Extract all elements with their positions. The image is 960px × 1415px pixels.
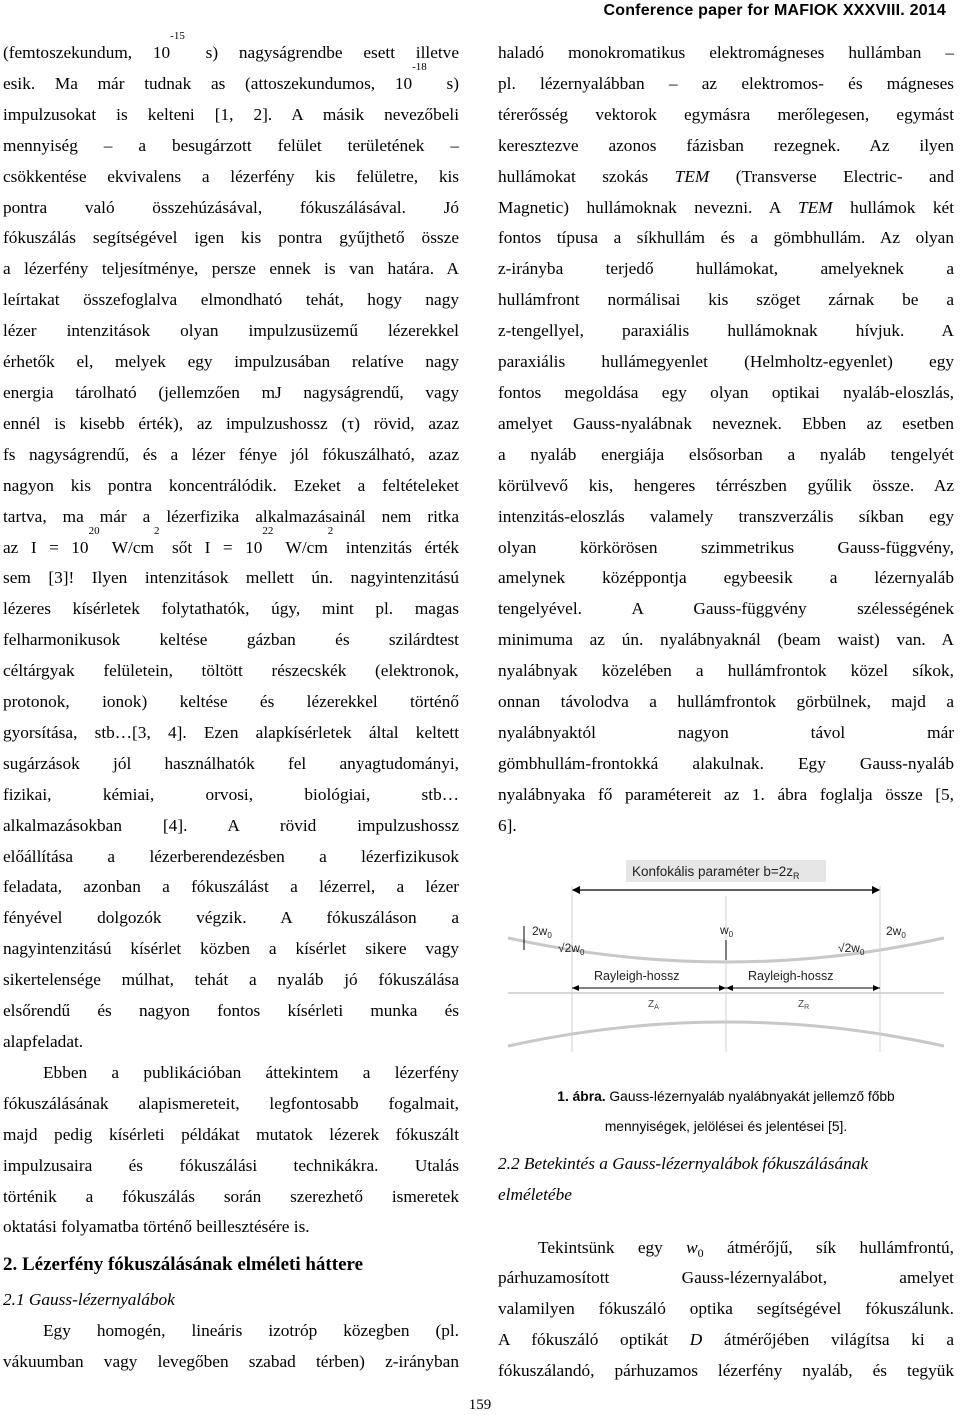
left-line-14: fs nagyságrendű, és a lézer fénye jól fókuszálható, azaz — [3, 444, 459, 464]
left-line-17 — [3, 524, 460, 564]
right-line-8: z-irányba terjedő hullámokat, amelyeknek a — [498, 259, 954, 279]
confocal-arrowhead-right — [872, 886, 880, 894]
text: hullámok két — [832, 197, 955, 217]
right-line-15: körülvevő kis, hengeres térrészben gyűlik össze. Az — [498, 475, 954, 495]
left-line-20: felharmonikusok keltése gázban és szilárdtest — [3, 630, 459, 650]
left-line-31: sikertelensége múlhat, tehát a nyaláb jó fókuszálása — [3, 970, 459, 990]
left-line-3: impulzusokat is kelteni [1, 2]. A másik nevezőbeli — [3, 104, 459, 124]
right-column — [498, 38, 954, 1387]
left-column — [3, 30, 460, 1378]
superscript: -18 — [412, 60, 427, 73]
confocal-parameter-label: Konfokális paraméter $b=2z_R$ — [632, 863, 800, 881]
left-line-30: nagyintenzitású kísérlet közben a kísérlet sikere vagy — [3, 939, 459, 959]
right-line-10: z-tengellyel, paraxiális hullámoknak hívjuk. A — [498, 321, 954, 341]
left-line-1 — [3, 30, 459, 69]
subsection-2-2-line-2: elméletébe — [498, 1184, 572, 1204]
right-line-21: nyalábnyak közelében a hullámfrontok közel síkok, — [498, 661, 954, 681]
right-line-17: olyan körkörösen szimmetrikus Gauss-függvény, — [498, 537, 954, 557]
right-line-24: gömbhullám-frontokká alakulnak. Egy Gauss-nyaláb — [498, 753, 954, 773]
right-line-2: pl. lézernyalábban – az elektromos- és mágneses — [498, 73, 954, 93]
left-line-21: céltárgyak felületein, töltött részecskék (elektronok, — [3, 661, 459, 681]
superscript: -15 — [170, 30, 185, 42]
caption-label: 1. ábra. — [557, 1088, 606, 1104]
rayleigh-left-arrowhead-a — [572, 985, 579, 991]
text: esik. Ma már tudnak as (attoszekundumos, 10 — [3, 73, 413, 93]
left-line-23: gyorsítása, stb…[3, 4]. Ezen alapkísérletek által keltett — [3, 722, 459, 742]
left-line-9: leírtakat összefoglalva elmondható tehát, hogy nagy — [3, 290, 459, 310]
right-line-13: amelyet Gauss-nyalábnak neveznek. Ebben az esetben — [498, 413, 954, 433]
text: hullámokat szokás — [498, 166, 675, 186]
right-line-19: tengelyével. A Gauss-függvény szélességének — [498, 599, 954, 619]
gaussian-beam-figure — [498, 856, 954, 1066]
text: s) nagyságrendbe esett illetve — [184, 43, 459, 62]
page-number: 159 — [468, 1397, 492, 1413]
left-line-33: alapfeladat. — [3, 1032, 84, 1051]
text: átmérőjű, sík hullámfrontú, — [703, 1237, 954, 1257]
right-p2-line-5: fókuszálandó, párhuzamos lézerfény nyaláb, és tegyük — [498, 1361, 954, 1381]
left-line-2 — [3, 60, 459, 100]
rayleigh-left-arrowhead-b — [719, 985, 726, 991]
left-line-6: pontra való összehúzásával, fókuszálásával. Jó — [3, 197, 459, 217]
left-p2-line-6: oktatási folyamatba történő beillesztésére is. — [3, 1217, 310, 1237]
rayleigh-right-label: Rayleigh-hossz — [748, 968, 834, 983]
confocal-arrowhead-left — [572, 886, 580, 894]
text: (femtoszekundum, 10 — [3, 43, 171, 62]
left-line-28: feladata, azonban a fókuszálást a lézerrel, a lézer — [3, 877, 459, 897]
text: W/cm — [273, 537, 328, 557]
right-p2-line-3: valamilyen fókuszáló optika segítségével fókuszálunk. — [498, 1299, 954, 1319]
left-p2-line-3: majd pedig kísérleti példákat mutatok lézerek fókuszált — [3, 1124, 459, 1144]
left-line-11: érhetők el, melyek egy impulzusában relatíve nagy — [3, 352, 459, 372]
right-2w0-label: $2w_0$ — [886, 923, 906, 940]
beam-diagram — [498, 856, 954, 1066]
subscript: 0 — [697, 1245, 704, 1260]
text: átmérőjében világítsa ki a — [702, 1330, 954, 1350]
right-p2-line-1 — [498, 1233, 954, 1264]
right-line-20: minimuma az ún. nyalábnyaknál (beam waist) van. A — [498, 630, 954, 650]
right-p2-line-2: párhuzamosított Gauss-lézernyalábot, amelyet — [498, 1268, 954, 1288]
right-line-4: keresztezve azonos fázisban rezegnek. Az ilyen — [498, 135, 954, 155]
left-line-4: mennyiség – a besugárzott felület területének – — [3, 135, 459, 155]
superscript: 20 — [88, 524, 100, 537]
left-line-32: elsőrendű és nagyon fontos kísérleti munka és — [3, 1001, 459, 1021]
left-sqrt2w0-label: $√2w_0$ — [558, 940, 585, 957]
left-line-18: sem [3]! Ilyen intenzitások mellett ún. nagyintenzitású — [3, 568, 459, 588]
text: (Transverse Electric- and — [709, 166, 954, 186]
right-line-6 — [498, 193, 954, 224]
italic-term: TEM — [674, 166, 710, 186]
right-line-7: fontos típusa a síkhullám és a gömbhullám. Az olyan — [498, 228, 954, 248]
left-line-29: fényével dolgozók végzik. A fókuszáláson a — [3, 908, 459, 928]
left-line-13: ennél is kisebb érték), az impulzushossz (τ) rövid, azaz — [3, 413, 459, 433]
left-line-8: a lézerfény teljesítménye, persze ennek is van határa. A — [3, 259, 459, 279]
right-line-22: onnan távolodva a hullámfrontok görbülnek, majd a — [498, 692, 954, 712]
right-line-23: nyalábnyaktól nagyon távol már — [498, 722, 954, 742]
text: intenzitás érték — [333, 537, 460, 557]
rayleigh-right-arrowhead-a — [726, 985, 733, 991]
right-line-18: amelynek középpontja egybeesik a lézernyaláb — [498, 568, 954, 588]
right-line-1: haladó monokromatikus elektromágneses hullámban – — [498, 43, 954, 62]
left-p3-line-1: Egy homogén, lineáris izotróp közegben (pl. — [43, 1321, 459, 1341]
caption-line-1 — [498, 1082, 954, 1113]
text: Magnetic) hullámoknak nevezni. A — [498, 197, 798, 217]
right-line-11: paraxiális hullámegyenlet (Helmholtz-egyenlet) egy — [498, 352, 954, 372]
left-p2-line-4: impulzusaira és fókuszálási technikákra. Utalás — [3, 1155, 459, 1175]
left-p2-line-1: Ebben a publikációban áttekintem a lézerfény — [43, 1062, 459, 1082]
left-line-25: fizikai, kémiai, orvosi, biológiai, stb… — [3, 784, 459, 804]
text: W/cm — [99, 537, 154, 557]
left-line-12: energia tárolható (jellemzően mJ nagyságrendű, vagy — [3, 382, 459, 402]
text: az I = 10 — [3, 537, 89, 557]
caption-text: Gauss-lézernyaláb nyalábnyakát jellemző főbb — [605, 1088, 895, 1104]
left-p2-line-5: történik a fókuszálás során szerezhető ismeretek — [3, 1186, 459, 1206]
right-line-16: intenzitás-eloszlás valamely transzverzális síkban egy — [498, 506, 954, 526]
rayleigh-left-label: Rayleigh-hossz — [594, 968, 680, 983]
italic-term: TEM — [798, 197, 833, 217]
left-line-19: lézeres kísérletek folytathatók, úgy, mint pl. magas — [3, 599, 459, 619]
text: A fókuszáló optikát — [498, 1330, 690, 1350]
left-2w0-label: $2w_0$ — [532, 923, 552, 940]
right-line-25: nyalábnyaka fő paramétereit az 1. ábra foglalja össze [5, — [498, 784, 954, 804]
text: sőt I = 10 — [159, 537, 263, 557]
subsection-heading: 2.1 Gauss-lézernyalábok — [3, 1290, 175, 1310]
right-line-9: hullámfront normálisai kis szöget zárnak be a — [498, 290, 954, 310]
superscript: 2 — [153, 524, 160, 537]
center-w0-label: $w_0$ — [720, 922, 734, 939]
left-line-10: lézer intenzitások olyan impulzusüzemű lézerekkel — [3, 321, 459, 341]
left-p2-line-2: fókuszálásának alapismereteit, legfontosabb fogalmait, — [3, 1093, 459, 1113]
left-line-24: sugárzások jól használhatók fel anyagtudományi, — [3, 753, 459, 773]
right-p2-line-4 — [498, 1325, 954, 1356]
superscript: 2 — [327, 524, 334, 537]
left-line-27: előállítása a lézerberendezésben a lézerfizikusok — [3, 846, 459, 866]
text: s) — [426, 73, 459, 93]
caption-line-2: mennyiségek, jelölései és jelentései [5]. — [604, 1119, 848, 1135]
figure-caption — [498, 1082, 954, 1143]
z-r-label: $Z_R$ — [798, 998, 810, 1011]
left-p3-line-2: vákuumban vagy levegőben szabad térben) z-irányban — [3, 1352, 459, 1372]
left-line-22: protonok, ionok) keltése és lézerekkel történő — [3, 692, 459, 712]
rayleigh-right-arrowhead-b — [873, 985, 880, 991]
right-sqrt2w0-label: $√2w_0$ — [838, 940, 865, 957]
text: Tekintsünk egy — [538, 1237, 687, 1257]
z-a-label: $Z_A$ — [648, 998, 659, 1011]
subsection-2-2-line-1: 2.2 Betekintés a Gauss-lézernyalábok fókuszálásának — [498, 1153, 869, 1173]
superscript: 22 — [262, 524, 274, 537]
left-line-26: alkalmazásokban [4]. A rövid impulzushossz — [3, 815, 459, 835]
italic-symbol: w — [686, 1237, 698, 1257]
italic-symbol: D — [689, 1330, 703, 1350]
right-line-14: a nyaláb energiája elsősorban a nyaláb tengelyét — [498, 444, 954, 464]
left-line-7: fókuszálás segítségével igen kis pontra gyűjthető össze — [3, 228, 459, 248]
running-header: Conference paper for MAFIOK XXXVIII. 2014 — [603, 2, 946, 19]
subsection-2-2-heading — [498, 1149, 954, 1211]
right-line-12: fontos megoldása egy olyan optikai nyaláb-eloszlás, — [498, 382, 954, 402]
left-line-16: tartva, ma már a lézerfizika alkalmazásainál nem ritka — [3, 506, 459, 526]
left-line-15: nagyon kis pontra koncentrálódik. Ezeket a feltételeket — [3, 475, 459, 495]
right-line-5 — [498, 162, 954, 193]
left-line-5: csökkentése ekvivalens a lézerfény kis felületre, kis — [3, 166, 459, 186]
right-line-26: 6]. — [498, 815, 517, 835]
right-line-3: térerősség vektorok egymásra merőlegesen, egymást — [498, 104, 954, 124]
section-heading: 2. Lézerfény fókuszálásának elméleti háttere — [3, 1254, 364, 1276]
